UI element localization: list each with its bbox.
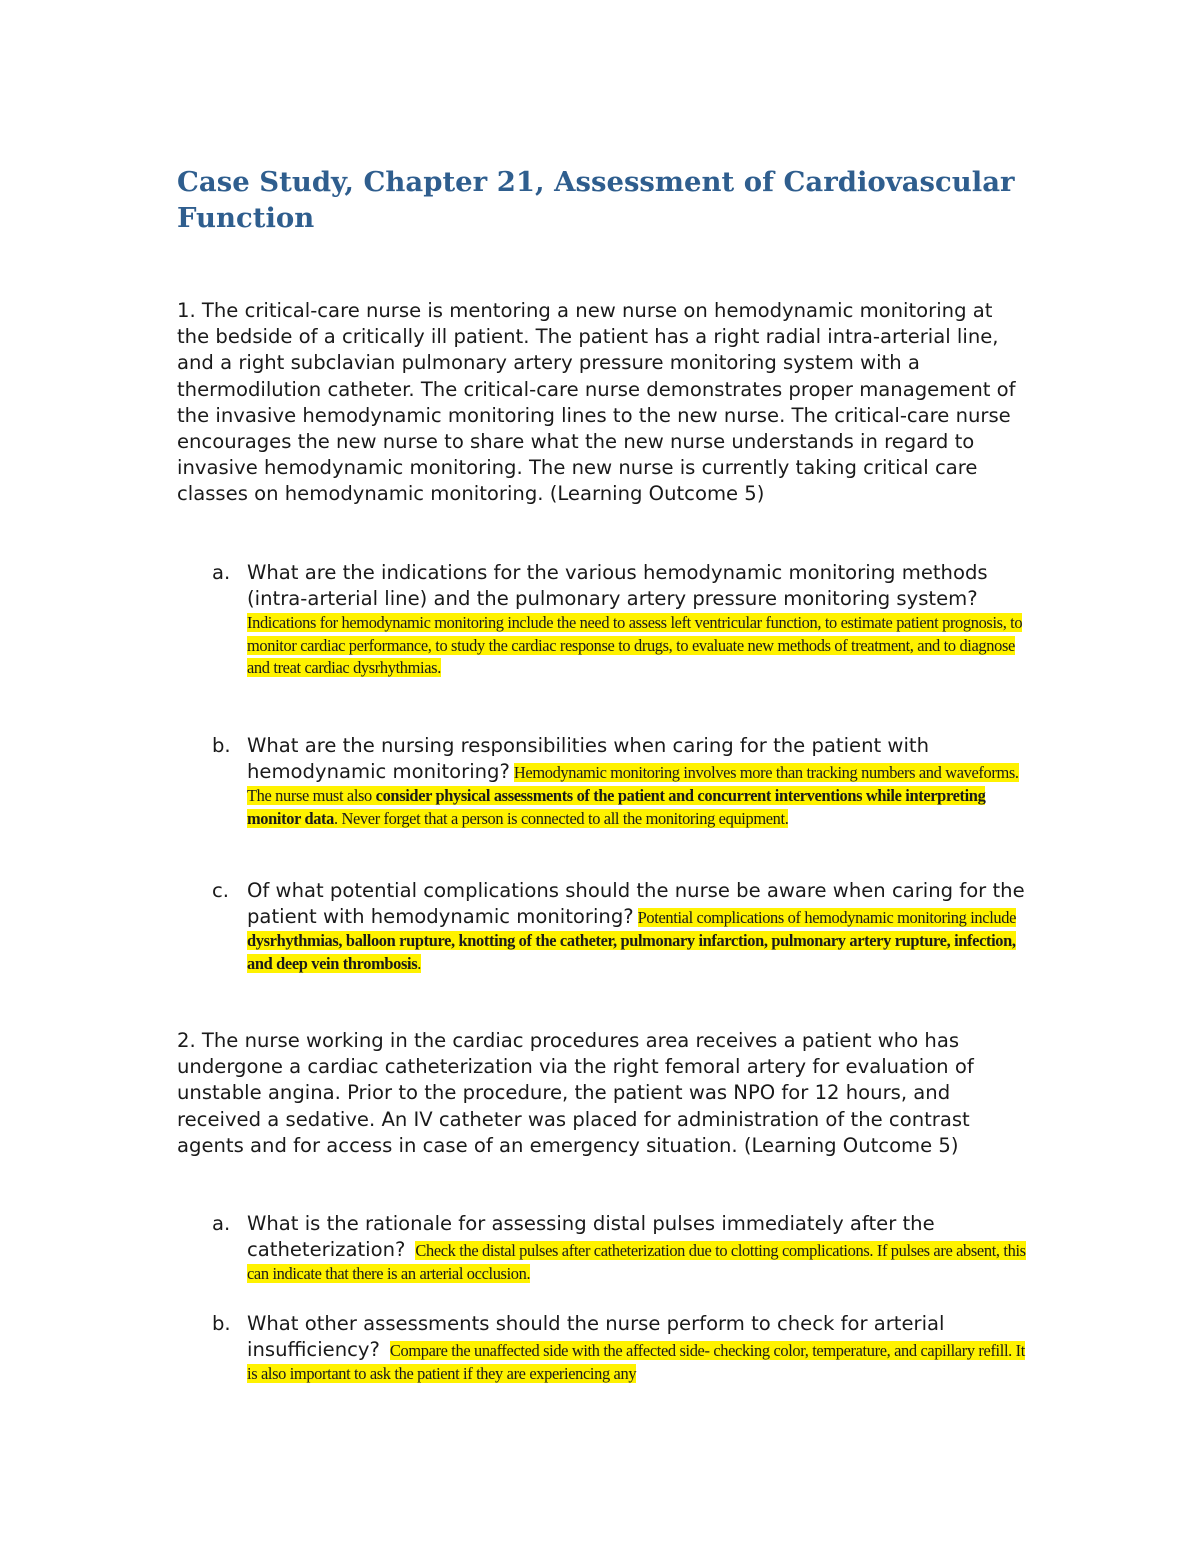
- question-1a-answer: Indications for hemodynamic monitoring include the need to assess left ventricular function, to estimate patient prognosis, to monitor cardiac performance, to study the cardiac response to drugs, to evaluate new methods of treatment, and to diagnose and treat cardiac dysrhythmias.: [247, 613, 1023, 678]
- question-2a: [212, 1211, 1032, 1286]
- question-1b-body: [247, 733, 1027, 830]
- answer-emphasis: dysrhythmias, balloon rupture, knotting of the catheter, pulmonary infarction, pulmonary artery rupture, infection, and deep vein thrombosis: [247, 931, 1016, 973]
- question-2b: [212, 1311, 1032, 1386]
- answer-emphasis: consider physical assessments of the patient and concurrent interventions while interpreting monitor data: [247, 786, 986, 828]
- document-title: Case Study, Chapter 21, Assessment of Cardiovascular Function: [177, 166, 1015, 234]
- question-1-text: 1. The critical-care nurse is mentoring a new nurse on hemodynamic monitoring at the bedside of a critically ill patient. The patient has a right radial intra-arterial line, and a right subclavian pulmonary artery pressure monitoring system with a thermodilution catheter. The critical-care nurse demonstrates proper management of the invasive hemodynamic monitoring lines to the new nurse. The critical-care nurse encourages the new nurse to share what the new nurse understands in regard to invasive hemodynamic monitoring. The new nurse is currently taking critical care classes on hemodynamic monitoring. (Learning Outcome 5): [177, 299, 1016, 506]
- question-1c-prompt: Of what potential complications should the nurse be aware when caring for the patient with hemodynamic monitoring?: [247, 879, 1025, 929]
- answer-text: . Never forget that a person is connected to all the monitoring equipment.: [334, 808, 789, 828]
- question-2b-body: [247, 1311, 1027, 1386]
- answer-text: .: [417, 953, 422, 973]
- question-1a-body: [247, 560, 1027, 680]
- question-1a: [212, 560, 1032, 680]
- list-marker: b.: [212, 734, 231, 757]
- list-marker: a.: [212, 561, 231, 584]
- question-2b-answer: Compare the unaffected side with the affected side- checking color, temperature, and capillary refill. It is also important to ask the patient if they are experiencing any: [247, 1341, 1025, 1384]
- list-marker: b.: [212, 1312, 231, 1335]
- question-2b-prompt: What other assessments should the nurse perform to check for arterial insufficiency?: [247, 1312, 945, 1362]
- list-marker: c.: [212, 879, 230, 902]
- question-1b: [212, 733, 1032, 830]
- question-2a-body: [247, 1211, 1027, 1286]
- answer-text: Potential complications of hemodynamic monitoring include: [637, 908, 1017, 928]
- question-2a-prompt: What is the rationale for assessing distal pulses immediately after the catheterization?: [247, 1212, 935, 1262]
- list-marker: a.: [212, 1212, 231, 1235]
- answer-text: Hemodynamic monitoring involves more than tracking numbers and waveforms. The nurse must also: [247, 763, 1019, 806]
- question-1c: [212, 878, 1032, 975]
- question-1a-prompt: What are the indications for the various hemodynamic monitoring methods (intra-arterial line) and the pulmonary artery pressure monitoring system?: [247, 561, 988, 611]
- question-1c-body: [247, 878, 1027, 975]
- question-2-text: 2. The nurse working in the cardiac procedures area receives a patient who has undergone a cardiac catheterization via the right femoral artery for evaluation of unstable angina. Prior to the procedure, the patient was NPO for 12 hours, and received a sedative. An IV catheter was placed for administration of the contrast agents and for access in case of an emergency situation. (Learning Outcome 5): [177, 1029, 974, 1157]
- question-1b-prompt: What are the nursing responsibilities when caring for the patient with hemodynamic monitoring?: [247, 734, 929, 784]
- question-2a-answer: Check the distal pulses after catheterization due to clotting complications. If pulses are absent, this can indicate that there is an arterial occlusion.: [247, 1241, 1026, 1284]
